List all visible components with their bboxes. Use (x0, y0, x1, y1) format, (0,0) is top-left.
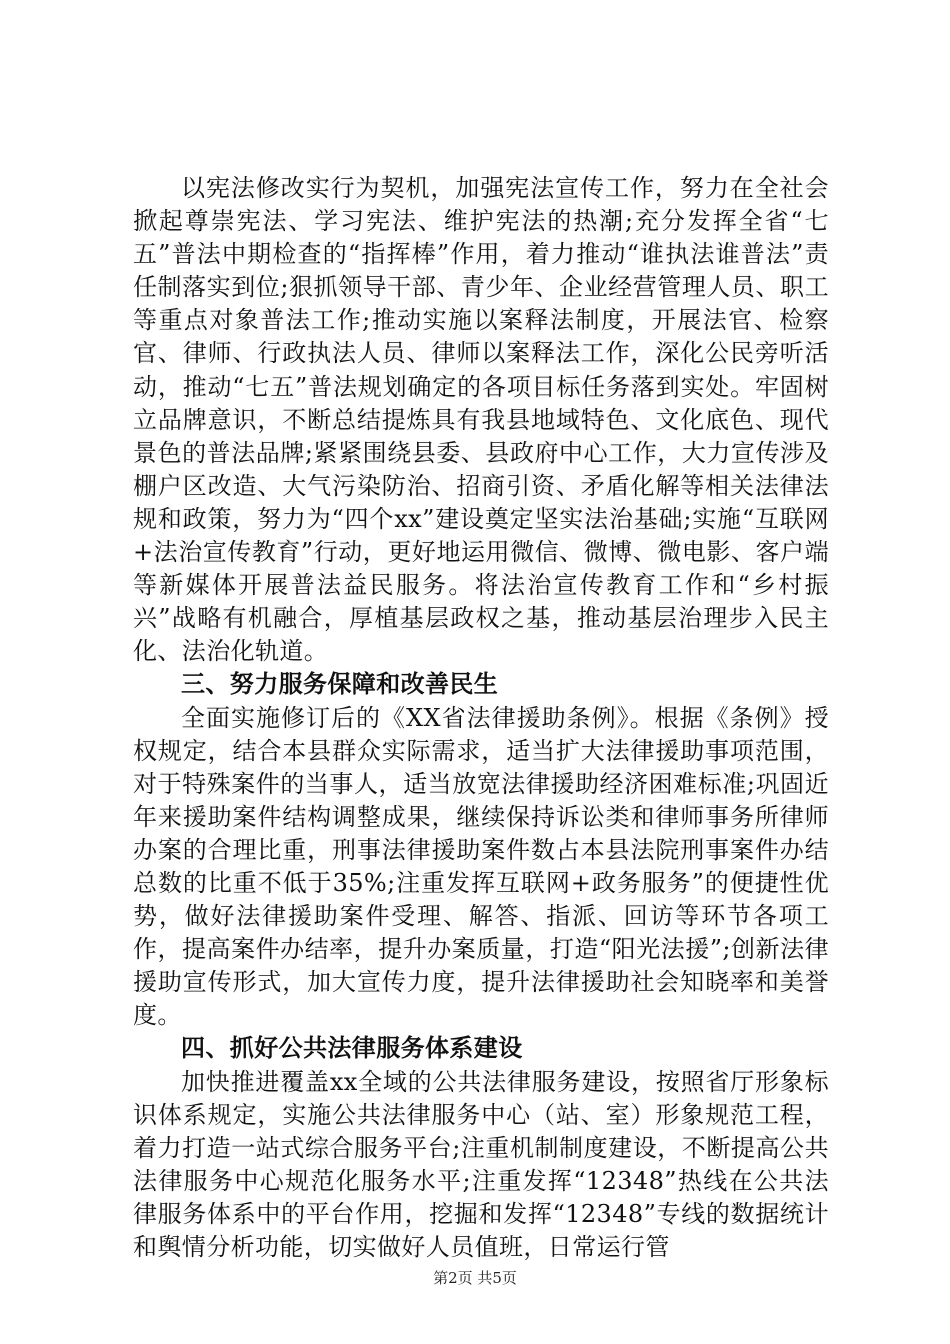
paragraph-public-legal-service: 加快推进覆盖xx全域的公共法律服务建设，按照省厅形象标识体系规定，实施公共法律服务中心（站、室）形象规范工程，着力打造一站式综合服务平台;注重机制制度建设，不断提高公共法律服务中心规范化服务水平;注重发挥“12348”热线在公共法律服务体系中的平台作用，挖掘和发挥“12348”专线的数据统计和舆情分析功能，切实做好人员值班，日常运行管 (133, 1067, 829, 1261)
page-number-footer: 第2页 共5页 (433, 1269, 517, 1287)
paragraph-legal-aid: 全面实施修订后的《XX省法律援助条例》。根据《条例》授权规定，结合本县群众实际需求，适当扩大法律援助事项范围，对于特殊案件的当事人，适当放宽法律援助经济困难标准;巩固近年来援助案件结构调整成果，继续保持诉讼类和律师事务所律师办案的合理比重，刑事法律援助案件数占本县法院刑事案件办结总数的比重不低于35%;注重发挥互联网+政务服务”的便捷性优势，做好法律援助案件受理、解答、指派、回访等环节各项工作，提高案件办结率，提升办案质量，打造“阳光法援”;创新法律援助宣传形式，加大宣传力度，提升法律援助社会知晓率和美誉度。 (133, 703, 829, 1030)
document-body (133, 172, 829, 1264)
paragraph-publicity: 以宪法修改实行为契机，加强宪法宣传工作，努力在全社会掀起尊崇宪法、学习宪法、维护宪法的热潮;充分发挥全省“七五”普法中期检查的“指挥棒”作用，着力推动“谁执法谁普法”责任制落实到位;狠抓领导干部、青少年、企业经营管理人员、职工等重点对象普法工作;推动实施以案释法制度，开展法官、检察官、律师、行政执法人员、律师以案释法工作，深化公民旁听活动，推动“七五”普法规划确定的各项目标任务落到实处。牢固树立品牌意识，不断总结提炼具有我县地域特色、文化底色、现代景色的普法品牌;紧紧围绕县委、县政府中心工作，大力宣传涉及棚户区改造、大气污染防治、招商引资、矛盾化解等相关法律法规和政策，努力为“四个xx”建设奠定坚实法治基础;实施“互联网+法治宣传教育”行动，更好地运用微信、微博、微电影、客户端等新媒体开展普法益民服务。将法治宣传教育工作和“乡村振兴”战略有机融合，厚植基层政权之基，推动基层治理步入民主化、法治化轨道。 (133, 174, 829, 666)
section-heading-3: 三、努力服务保障和改善民生 (181, 670, 499, 699)
section-heading-4: 四、抓好公共法律服务体系建设 (181, 1034, 523, 1063)
